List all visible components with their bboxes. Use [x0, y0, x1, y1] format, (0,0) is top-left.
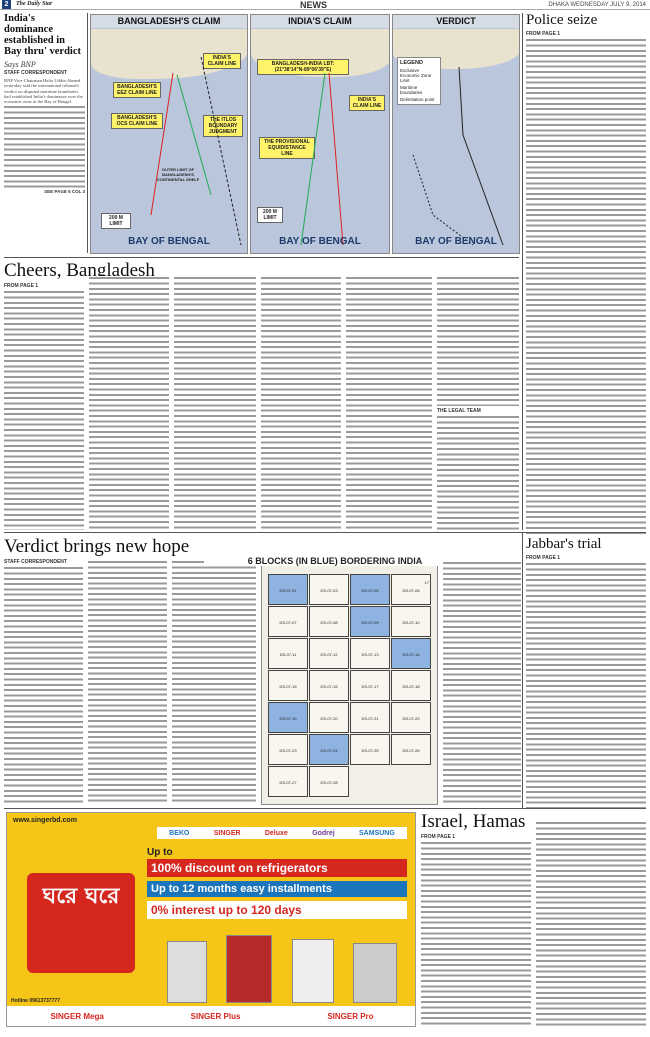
- block-ds-07-18: DS-07-18: [391, 670, 431, 701]
- body-col: [346, 276, 432, 530]
- body-col: [88, 560, 167, 804]
- section-label: NEWS: [300, 0, 327, 10]
- block-ds-07-23: DS-07-23: [268, 734, 308, 765]
- block-ds-07-15: DS-07-15: [268, 670, 308, 701]
- map-label: THE PROVISIONAL EQUIDISTANCE LINE: [259, 137, 315, 159]
- map-label: BANGLADESH'S EEZ CLAIM LINE: [113, 82, 161, 98]
- sea-label: BAY OF BENGAL: [279, 236, 361, 247]
- ad-url[interactable]: www.singerbd.com: [13, 817, 77, 824]
- legend: LEGEND Exclusive Economic Zone Limit Maritime boundaries Delimitation point: [397, 57, 441, 105]
- block-number-label: 17: [424, 580, 429, 585]
- body-col: [536, 821, 646, 1026]
- legend-item: Delimitation point: [400, 97, 435, 102]
- body-col: [89, 276, 169, 530]
- story-india-dominance: [4, 13, 85, 194]
- blocks-map: [247, 556, 438, 805]
- block-ds-07-05: DS-07-05: [350, 574, 390, 605]
- block-ds-07-21: DS-07-21: [350, 702, 390, 733]
- map-verdict: [392, 14, 520, 254]
- paper-name: The Daily Star: [16, 1, 53, 7]
- brand-singer-pro: SINGER Pro: [327, 1011, 374, 1021]
- footer-brands: [7, 1006, 416, 1026]
- map-label: THE ITLOS BOUNDARY JUDGMENT: [203, 115, 243, 137]
- bengali-logo: ঘরে ঘরে: [27, 873, 135, 973]
- block-ds-07-16: DS-07-16: [309, 670, 349, 701]
- brand-singer: SINGER: [213, 829, 241, 837]
- map-india-claim: [250, 14, 390, 254]
- brand-deluxe: Deluxe: [264, 829, 288, 837]
- brand-singer-mega: SINGER Mega: [50, 1011, 104, 1021]
- ad-interest: 0% interest up to 120 days: [147, 901, 407, 919]
- headline: India's dominance established in Bay thru' verdict: [4, 13, 81, 57]
- block-ds-07-28: DS-07-28: [309, 766, 349, 797]
- block-ds-07-11: DS-07-11: [268, 638, 308, 669]
- block-ds-07-12: DS-07-12: [309, 638, 349, 669]
- block-ds-07-10: DS-07-10: [391, 606, 431, 637]
- body-col: [437, 415, 519, 530]
- credit: FROM PAGE 1: [526, 31, 561, 37]
- brand-samsung: SAMSUNG: [359, 829, 395, 837]
- crosshead: THE LEGAL TEAM: [437, 408, 481, 414]
- headline-cheers: Cheers, Bangladesh: [4, 260, 155, 281]
- map-title: 6 BLOCKS (IN BLUE) BORDERING INDIA: [204, 556, 466, 566]
- legend-item: Maritime boundaries: [400, 85, 423, 95]
- block-ds-07-22: DS-07-22: [391, 702, 431, 733]
- brand-godrej: Godrej: [312, 829, 335, 837]
- block-ds-07-26: DS-07-26: [391, 734, 431, 765]
- sea-label: BAY OF BENGAL: [128, 236, 210, 247]
- jump-line: SEE PAGE 5 COL 3: [44, 189, 85, 195]
- block-ds-07-25: DS-07-25: [350, 734, 390, 765]
- appliance-images: [157, 933, 407, 1003]
- body-col: [261, 276, 341, 530]
- block-ds-07-19: DS-07-19: [268, 702, 308, 733]
- body-col: [174, 276, 256, 530]
- block-ds-07-01: DS-07-01: [268, 574, 308, 605]
- map-bangladesh-claim: [90, 14, 248, 254]
- story-police-seize: [526, 13, 646, 536]
- block-ds-07-08: DS-07-08: [309, 606, 349, 637]
- lede: BNP Vice-Chairman Hafiz Uddin Ahmed yesterday said the international tribunal's verdict on disputed maritime boundaries had established India's dominance over the economic zone in the Bay of Bengal.: [4, 78, 83, 105]
- map-label: 200 M LIMIT: [101, 213, 131, 229]
- body-col: [4, 566, 83, 804]
- headline: Police seize: [526, 12, 598, 28]
- legend-item: Exclusive Economic Zone Limit: [400, 68, 432, 83]
- map-label: INDIA'S CLAIM LINE: [203, 53, 241, 69]
- body-col: [172, 560, 256, 804]
- ad-discount: 100% discount on refrigerators: [147, 859, 407, 877]
- headline: Israel, Hamas: [421, 811, 526, 832]
- ad-installments: Up to 12 months easy installments: [147, 881, 407, 897]
- credit: STAFF CORRESPONDENT: [4, 70, 67, 76]
- block-ds-07-27: DS-07-27: [268, 766, 308, 797]
- singer-advertisement[interactable]: [6, 812, 416, 1027]
- map-label: BANGLADESH-INDIA LBT: (21°38'14"N-89°06'39"E): [257, 59, 349, 75]
- block-ds-07-17: DS-07-17: [350, 670, 390, 701]
- ad-line1: Up to: [147, 847, 173, 858]
- map-label: BANGLADESH'S OCS CLAIM LINE: [111, 113, 163, 129]
- body-text: [526, 562, 646, 812]
- dateline: DHAKA WEDNESDAY JULY 9, 2014: [548, 2, 646, 8]
- credit: STAFF CORRESPONDENT: [4, 559, 67, 565]
- body-col: [4, 290, 84, 530]
- map-title: BANGLADESH'S CLAIM: [91, 14, 247, 28]
- headline: Jabbar's trial: [526, 536, 602, 552]
- story-israel-hamas: [421, 812, 646, 1026]
- body-col: [443, 561, 521, 805]
- body-text: [4, 105, 85, 189]
- map-title: INDIA'S CLAIM: [251, 14, 389, 28]
- masthead: [0, 0, 650, 10]
- byline: Says BNP: [4, 60, 36, 69]
- map-label: OUTER LIMIT OF BANGLADESH'S CONTINENTAL SHELF: [156, 167, 200, 182]
- block-ds-07-20: DS-07-20: [309, 702, 349, 733]
- block-ds-07-07: DS-07-07: [268, 606, 308, 637]
- credit: FROM PAGE 1: [4, 283, 39, 289]
- map-label: 200 M LIMIT: [257, 207, 283, 223]
- block-ds-07-13: DS-07-13: [350, 638, 390, 669]
- hotline[interactable]: Hotline 09613737777: [11, 998, 60, 1004]
- block-ds-07-06: DS-07-06: [391, 574, 431, 605]
- brand-beko: BEKO: [169, 829, 190, 837]
- map-label: INDIA'S CLAIM LINE: [349, 95, 385, 111]
- page-number: 2: [2, 0, 11, 9]
- headline-verdict: Verdict brings new hope: [4, 536, 190, 557]
- map-title: VERDICT: [393, 14, 519, 28]
- body-text: [526, 38, 646, 536]
- sea-label: BAY OF BENGAL: [415, 236, 497, 247]
- brand-singer-plus: SINGER Plus: [190, 1011, 241, 1021]
- block-ds-07-24: DS-07-24: [309, 734, 349, 765]
- credit: FROM PAGE 1: [421, 834, 456, 840]
- credit: FROM PAGE 1: [526, 555, 561, 561]
- body-col: [437, 276, 519, 406]
- brand-strip: [157, 827, 407, 839]
- body-col: [421, 841, 531, 1026]
- story-jabbar: [526, 537, 646, 812]
- block-ds-07-03: DS-07-03: [309, 574, 349, 605]
- block-ds-07-14: DS-07-14: [391, 638, 431, 669]
- block-ds-07-09: DS-07-09: [350, 606, 390, 637]
